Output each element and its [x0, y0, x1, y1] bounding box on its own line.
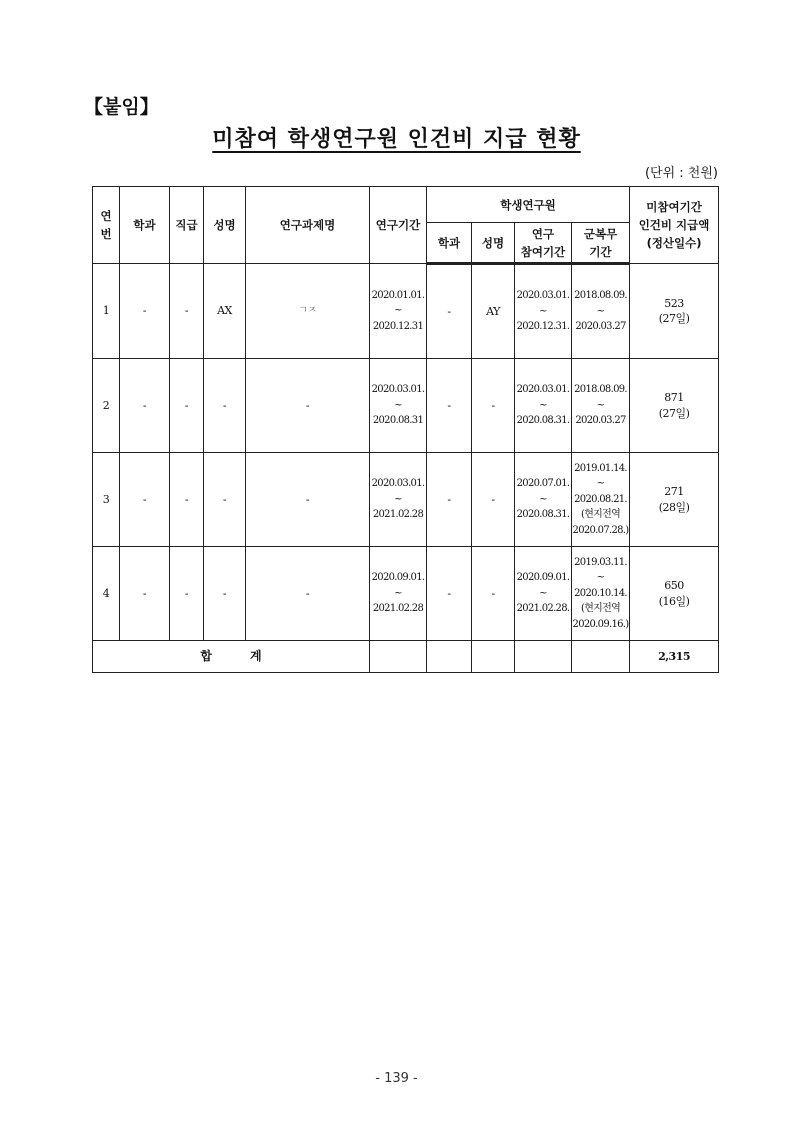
- cell-no: 4: [93, 547, 120, 641]
- cell-student-name: -: [472, 453, 515, 547]
- header-project: 연구과제명: [246, 187, 370, 264]
- total-amount: 2,315: [630, 641, 719, 673]
- table-row: [93, 359, 719, 453]
- total-label-cell: [93, 641, 370, 673]
- header-row-1: [93, 187, 719, 223]
- title-text: 미참여 학생연구원 인건비 지급 현황: [212, 127, 581, 152]
- unit-note: (단위 : 천원): [644, 166, 718, 181]
- cell-amount: 871 (27일): [630, 359, 719, 453]
- cell-student-name: AY: [472, 264, 515, 359]
- header-no: 연 번: [93, 187, 120, 264]
- cell-project: -: [246, 359, 370, 453]
- cell-project: -: [246, 547, 370, 641]
- cell-student-dept: -: [427, 359, 472, 453]
- cell-student-period: 2020.03.01. ~ 2020.08.31.: [515, 359, 572, 453]
- cell-name: -: [204, 359, 246, 453]
- cell-military-period: 2018.08.09. ~ 2020.03.27: [572, 264, 630, 359]
- cell-amount: 271 (28일): [630, 453, 719, 547]
- header-name: 성명: [204, 187, 246, 264]
- cell-student-name: -: [472, 359, 515, 453]
- table-row: [93, 453, 719, 547]
- cell-student-dept: -: [427, 547, 472, 641]
- payment-table: [92, 186, 719, 673]
- header-period: 연구기간: [370, 187, 427, 264]
- cell-dept: -: [120, 453, 170, 547]
- cell-student-dept: -: [427, 264, 472, 359]
- cell-period: 2020.01.01. ~ 2020.12.31: [370, 264, 427, 359]
- cell-period: 2020.03.01. ~ 2021.02.28: [370, 453, 427, 547]
- cell-period: 2020.03.01. ~ 2020.08.31: [370, 359, 427, 453]
- cell-dept: -: [120, 547, 170, 641]
- cell-name: -: [204, 547, 246, 641]
- attachment-label: 【붙임】: [84, 96, 159, 118]
- cell-project: -: [246, 453, 370, 547]
- cell-military-period: 2018.08.09. ~ 2020.03.27: [572, 359, 630, 453]
- cell-dept: -: [120, 264, 170, 359]
- cell-student-period: 2020.09.01. ~ 2021.02.28.: [515, 547, 572, 641]
- cell-no: 2: [93, 359, 120, 453]
- header-student-name: 성명: [472, 223, 515, 264]
- cell-student-name: -: [472, 547, 515, 641]
- cell-dept: -: [120, 359, 170, 453]
- cell-name: AX: [204, 264, 246, 359]
- cell-amount: 650 (16일): [630, 547, 719, 641]
- document-title: [0, 122, 793, 153]
- cell-name: -: [204, 453, 246, 547]
- header-amount: 미참여기간 인건비 지급액 (정산일수): [630, 187, 719, 264]
- cell-student-period: 2020.07.01. ~ 2020.08.31.: [515, 453, 572, 547]
- cell-no: 3: [93, 453, 120, 547]
- header-dept: 학과: [120, 187, 170, 264]
- cell-military-period: 2019.03.11. ~ 2020.10.14. (현지전역 2020.09.16.): [572, 547, 630, 641]
- table-row: [93, 547, 719, 641]
- cell-position: -: [170, 547, 204, 641]
- header-student-group: 학생연구원: [427, 187, 630, 223]
- header-military-period: 군복무 기간: [572, 223, 630, 264]
- cell-student-dept: -: [427, 453, 472, 547]
- page-number: - 139 -: [375, 1071, 418, 1086]
- header-position: 직급: [170, 187, 204, 264]
- cell-student-period: 2020.03.01. ~ 2020.12.31.: [515, 264, 572, 359]
- table-row: [93, 264, 719, 359]
- cell-no: 1: [93, 264, 120, 359]
- cell-position: -: [170, 453, 204, 547]
- cell-military-period: 2019.01.14. ~ 2020.08.21. (현지전역 2020.07.28.): [572, 453, 630, 547]
- header-student-dept: 학과: [427, 223, 472, 264]
- cell-project: ㄱㅈ: [246, 264, 370, 359]
- cell-position: -: [170, 359, 204, 453]
- header-student-period: 연구 참여기간: [515, 223, 572, 264]
- total-label: 합계: [200, 648, 300, 663]
- cell-period: 2020.09.01. ~ 2021.02.28: [370, 547, 427, 641]
- total-row: [93, 641, 719, 673]
- cell-amount: 523 (27일): [630, 264, 719, 359]
- cell-position: -: [170, 264, 204, 359]
